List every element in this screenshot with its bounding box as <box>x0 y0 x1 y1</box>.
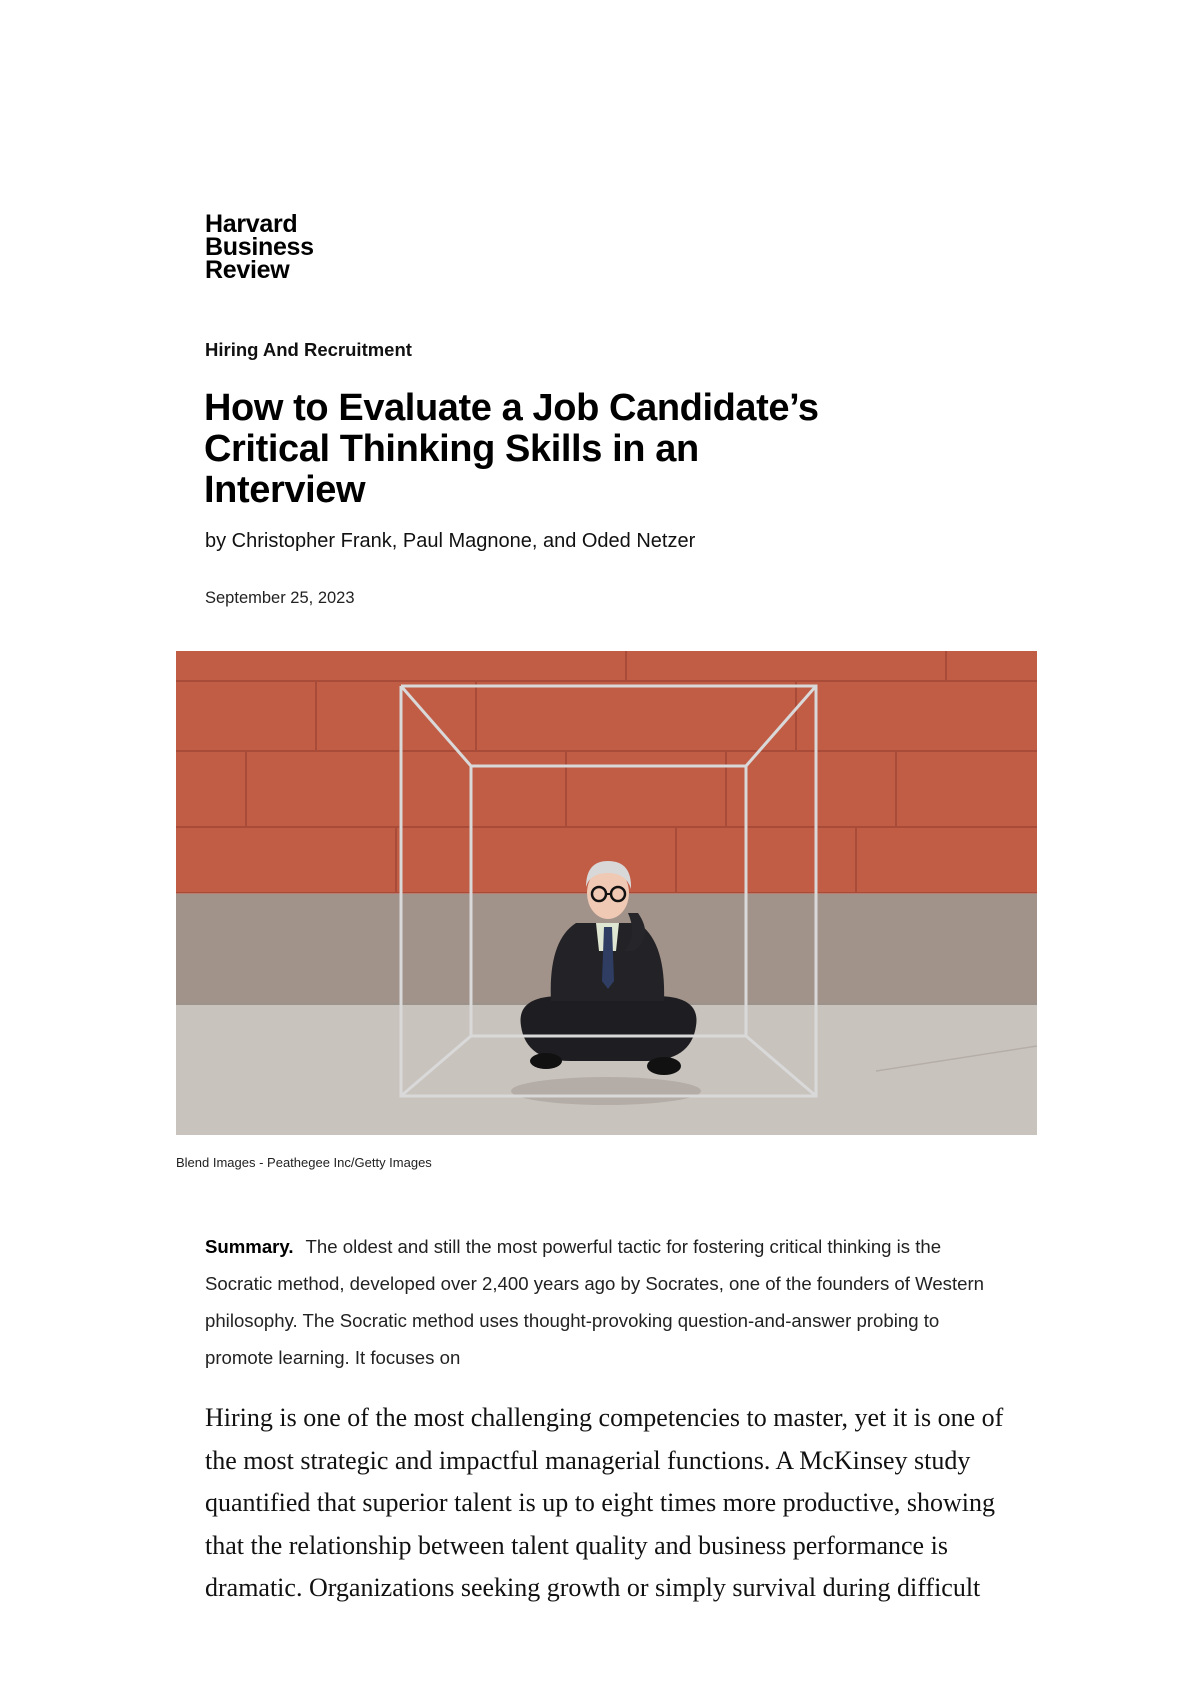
article-summary <box>205 1228 995 1376</box>
article-byline: by Christopher Frank, Paul Magnone, and Oded Netzer <box>205 530 696 552</box>
logo-line-3: Review <box>205 256 290 284</box>
summary-label: Summary. <box>205 1236 294 1257</box>
hbr-logo[interactable] <box>205 210 314 284</box>
logo-line-2: Business <box>205 233 314 261</box>
article-date: September 25, 2023 <box>205 589 355 607</box>
logo-line-1: Harvard <box>205 210 298 238</box>
article-hero-image <box>176 651 1037 1135</box>
image-caption: Blend Images - Peathegee Inc/Getty Images <box>176 1155 432 1170</box>
man-in-wire-cube-photo <box>176 651 1037 1135</box>
summary-text: The oldest and still the most powerful tactic for fostering critical thinking is the Socratic method, developed over 2,400 years ago by Socrates, one of the founders of Western philosophy. The Socratic method uses thought-provoking question-and-answer probing to promote learning. It focuses on <box>205 1236 984 1368</box>
article-title: How to Evaluate a Job Candidate’s Critical Thinking Skills in an Interview <box>204 387 819 511</box>
article-topic[interactable]: Hiring And Recruitment <box>205 339 412 360</box>
article-body: Hiring is one of the most challenging competencies to master, yet it is one of the most strategic and impactful managerial functions. A McKinsey study quantified that superior talent is up to eight times more productive, showing that the relationship between talent quality and business performance is dramatic. Organizations seeking growth or simply survival during difficult <box>205 1403 1004 1602</box>
